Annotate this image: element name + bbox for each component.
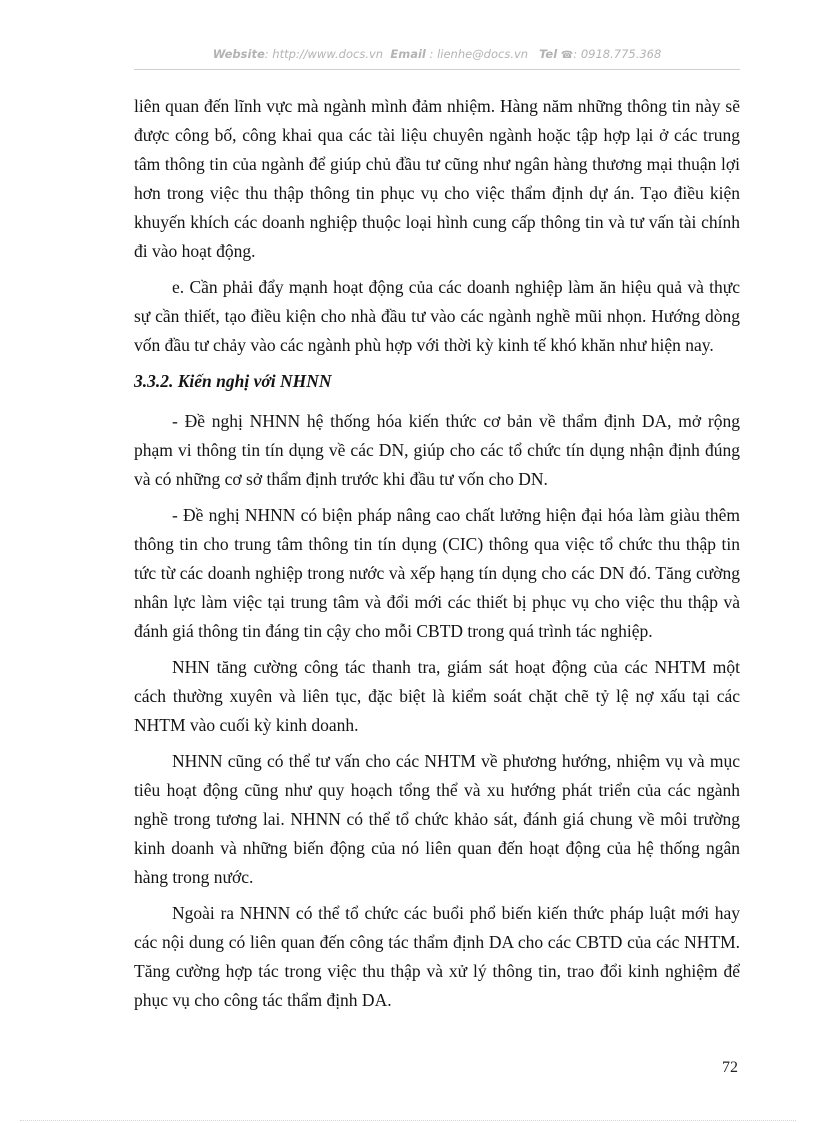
website-label: Website xyxy=(212,47,265,61)
paragraph: NHN tăng cường công tác thanh tra, giám sát hoạt động của các NHTM một cách thường xuyên và liên tục, đặc biệt là kiểm soát chặt chẽ tỷ lệ nợ xấu tại các NHTM vào cuối kỳ kinh doanh. xyxy=(134,657,740,735)
page-header xyxy=(134,47,740,70)
page-body xyxy=(134,92,740,1022)
website-url: http://www.docs.vn xyxy=(272,47,384,61)
paragraph: NHNN cũng có thể tư vấn cho các NHTM về phương hướng, nhiệm vụ và mục tiêu hoạt động cũng như quy hoạch tổng thể và xu hướng phát triển của các ngành nghề trong tương lai. NHNN có thể tổ chức khảo sát, đánh giá chung về môi trường kinh doanh và những biến động của nó liên quan đến hoạt động của hệ thống ngân hàng trong nước. xyxy=(134,751,740,887)
email-address: lienhe@docs.vn xyxy=(437,47,529,61)
footer-divider xyxy=(20,1120,796,1121)
email-label: Email xyxy=(390,47,426,61)
paragraph: Ngoài ra NHNN có thể tổ chức các buổi phổ biến kiến thức pháp luật mới hay các nội dung có liên quan đến công tác thẩm định DA cho các CBTD của các NHTM. Tăng cường hợp tác trong việc thu thập và xử lý thông tin, trao đổi kinh nghiệm để phục vụ cho công tác thẩm định DA. xyxy=(134,903,740,1010)
phone-icon: ☎ xyxy=(560,50,574,61)
email-separator: : xyxy=(425,47,438,61)
tel-number: 0918.775.368 xyxy=(580,47,662,61)
paragraph: e. Cần phải đẩy mạnh hoạt động của các doanh nghiệp làm ăn hiệu quả và thực sự cần thiết, tạo điều kiện cho nhà đầu tư vào các ngành nghề mũi nhọn. Hướng dòng vốn đầu tư chảy vào các ngành phù hợp với thời kỳ kinh tế khó khăn như hiện nay. xyxy=(134,277,740,355)
section-heading: 3.3.2. Kiến nghị với NHNN xyxy=(134,371,332,391)
paragraph: - Đề nghị NHNN hệ thống hóa kiến thức cơ bản về thẩm định DA, mở rộng phạm vi thông tin tín dụng về các DN, giúp cho các tổ chức tín dụng nhận định đúng và có những cơ sở thẩm định trước khi đầu tư vốn cho DN. xyxy=(134,411,740,489)
page-number: 72 xyxy=(722,1059,738,1076)
paragraph: - Đề nghị NHNN có biện pháp nâng cao chất lưởng hiện đại hóa làm giàu thêm thông tin cho trung tâm thông tin tín dụng (CIC) thông qua việc tổ chức thu thập tin tức từ các doanh nghiệp trong nước và xếp hạng tín dụng cho các DN đó. Tăng cường nhân lực làm việc tại trung tâm và đổi mới các thiết bị phục vụ cho việc thu thập và đánh giá thông tin đáng tin cậy cho mỗi CBTD trong quá trình tác nghiệp. xyxy=(134,505,740,641)
tel-separator: : xyxy=(573,47,581,61)
paragraph: liên quan đến lĩnh vực mà ngành mình đảm nhiệm. Hàng năm những thông tin này sẽ được công bố, công khai qua các tài liệu chuyên ngành hoặc tập hợp lại ở các trung tâm thông tin của ngành để giúp chủ đầu tư cũng như ngân hàng thương mại thuận lợi hơn trong việc thu thập thông tin phục vụ cho việc thẩm định dự án. Tạo điều kiện khuyến khích các doanh nghiệp thuộc loại hình cung cấp thông tin và tư vấn tài chính đi vào hoạt động. xyxy=(134,96,740,261)
website-separator: : xyxy=(264,47,273,61)
tel-label: Tel xyxy=(539,47,558,61)
